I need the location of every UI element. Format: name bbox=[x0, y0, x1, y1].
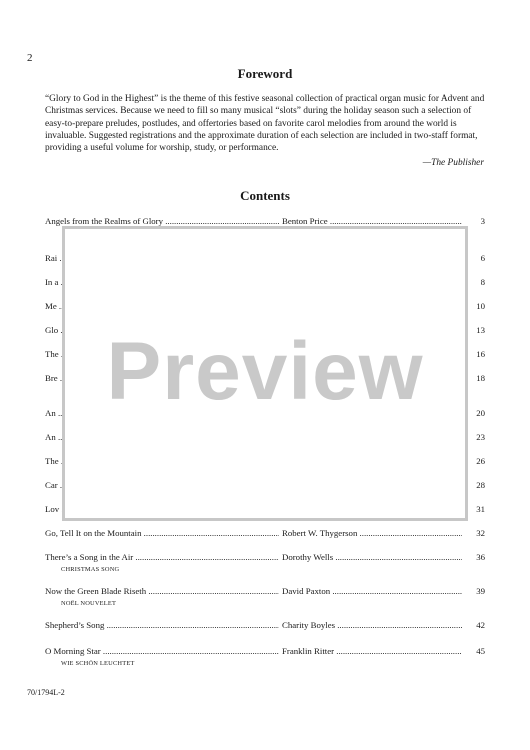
toc-entry-title: There’s a Song in the Air ..... bbox=[45, 550, 279, 564]
toc-entry-page: 3 bbox=[480, 216, 485, 226]
toc-entry-title: Now the Green Blade Riseth ..... bbox=[45, 584, 279, 598]
toc-entry-title: The ..... bbox=[45, 347, 279, 361]
toc-entry-composer: Robert W. Thygerson ..... bbox=[282, 526, 462, 540]
page-number: 2 bbox=[27, 52, 33, 64]
foreword-signature: —The Publisher bbox=[422, 158, 484, 168]
toc-entry-page: 39 bbox=[476, 586, 485, 596]
catalog-number: 70/1794L-2 bbox=[27, 688, 65, 697]
toc-entry-page: 42 bbox=[476, 620, 485, 630]
toc-entry-page: 8 bbox=[480, 277, 485, 287]
toc-entry-page: 32 bbox=[476, 528, 485, 538]
toc-entry-composer: David Paxton ..... bbox=[282, 584, 462, 598]
toc-entry-page: 23 bbox=[476, 432, 485, 442]
toc-entry bbox=[45, 584, 485, 607]
toc-entry-composer: Charity Boyles ..... bbox=[282, 618, 462, 632]
toc-entry-page: 31 bbox=[476, 504, 485, 514]
toc-entry-title: Shepherd’s Song ..... bbox=[45, 618, 279, 632]
toc-entry-composer: Franklin Ritter ..... bbox=[282, 644, 462, 658]
toc-entry-page: 13 bbox=[476, 325, 485, 335]
preview-overlay bbox=[62, 226, 468, 521]
toc-entry-page: 6 bbox=[480, 253, 485, 263]
toc-entry-tune-name: WIE SCHÖN LEUCHTET bbox=[61, 660, 135, 667]
foreword-title: Foreword bbox=[237, 66, 293, 81]
toc-entry-page: 16 bbox=[476, 349, 485, 359]
toc-entry-page: 10 bbox=[476, 301, 485, 311]
toc-entry-composer: Benton Price ..... bbox=[282, 214, 462, 228]
foreword-body: “Glory to God in the Highest” is the theme of this festive seasonal collection of practical organ music for Advent and Christmas services. Because we need to fill so many musical “slots” during the holiday season such a selection of easy-to-prepare preludes, postludes, and offertories based on favorite carol melodies from around the world is invaluable. Suggested registrations and the approximate duration of each selection are included in two-staff format, providing a useful volume for worship, study, or performance. bbox=[45, 94, 485, 154]
toc-entry bbox=[45, 526, 485, 540]
contents-title: Contents bbox=[240, 188, 290, 203]
preview-watermark: Preview bbox=[106, 326, 424, 417]
toc-entry-page: 18 bbox=[476, 373, 485, 383]
toc-entry-page: 36 bbox=[476, 552, 485, 562]
toc-entry-title: O Morning Star ..... bbox=[45, 644, 279, 658]
toc-entry-page: 20 bbox=[476, 408, 485, 418]
toc-entry-title: Bre ..... bbox=[45, 371, 279, 385]
toc-entry bbox=[45, 644, 485, 667]
toc-entry-title: An ..... bbox=[45, 406, 279, 420]
toc-entry-title: Car ..... bbox=[45, 478, 279, 492]
toc-entry-tune-name: NOËL NOUVELET bbox=[61, 600, 117, 607]
toc-entry-tune-name: CHRISTMAS SONG bbox=[61, 566, 120, 573]
toc-entry-page: 28 bbox=[476, 480, 485, 490]
toc-entry-title: The ..... bbox=[45, 454, 279, 468]
toc-entry-title: Me ..... bbox=[45, 299, 279, 313]
toc-entry-title: Lov ..... bbox=[45, 502, 279, 516]
toc-entry-title: Glo ..... bbox=[45, 323, 279, 337]
toc-entry-title: In a ..... bbox=[45, 275, 279, 289]
toc-entry bbox=[45, 550, 485, 573]
toc-entry-title: Rai ..... bbox=[45, 251, 279, 265]
toc-entry-composer: Dorothy Wells ..... bbox=[282, 550, 462, 564]
toc-entry-title: Go, Tell It on the Mountain ..... bbox=[45, 526, 279, 540]
toc-entry-title: An ..... bbox=[45, 430, 279, 444]
toc-entry bbox=[45, 618, 485, 632]
toc-entry-page: 45 bbox=[476, 646, 485, 656]
toc-entry-title: Angels from the Realms of Glory ..... bbox=[45, 214, 279, 228]
toc-entry-page: 26 bbox=[476, 456, 485, 466]
